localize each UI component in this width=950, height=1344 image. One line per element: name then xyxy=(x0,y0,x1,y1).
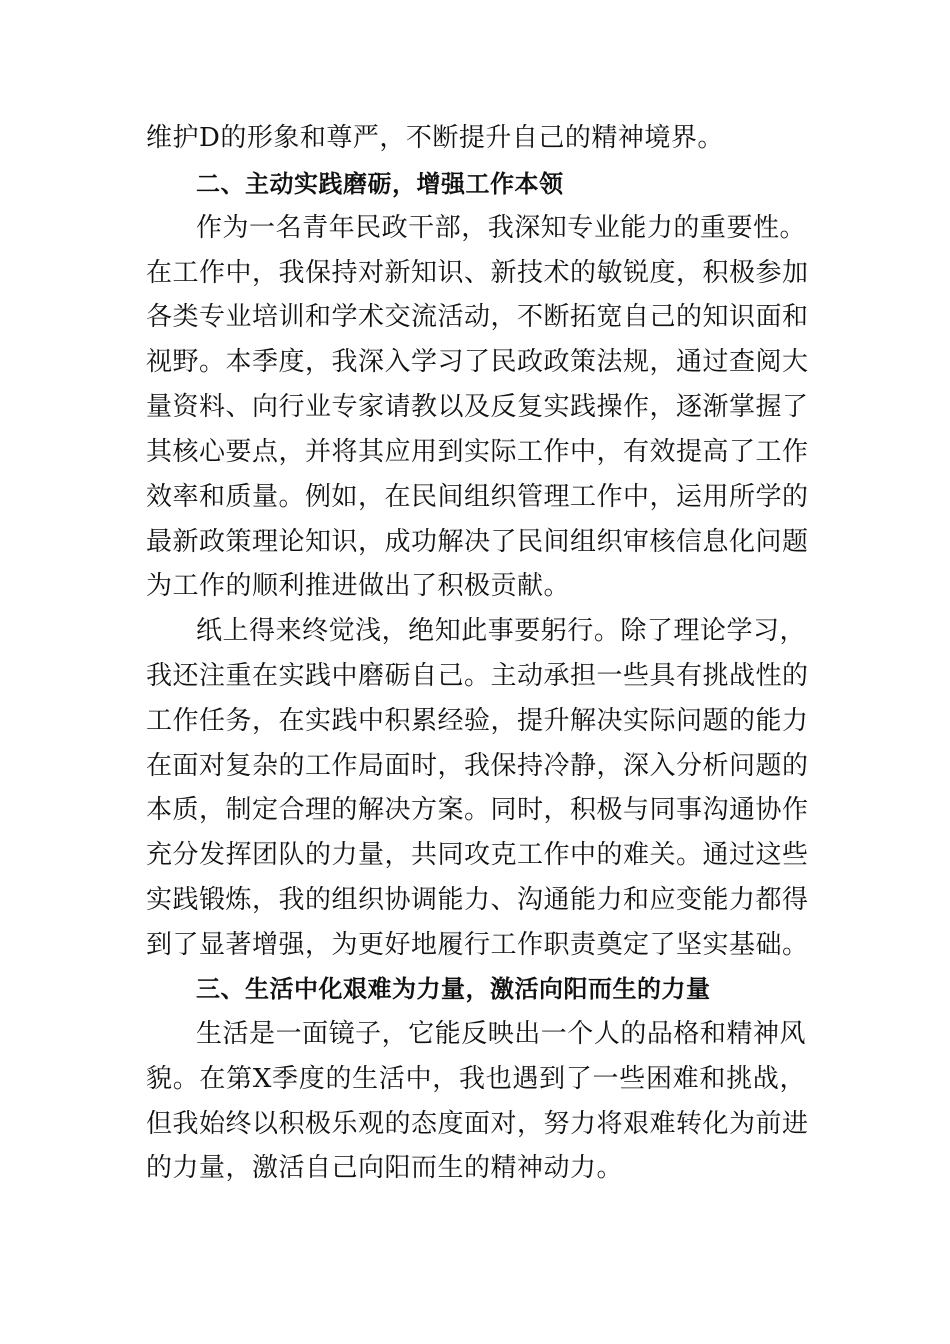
paragraph-line: 本质，制定合理的解决方案。同时，积极与同事沟通协作 xyxy=(146,795,809,825)
paragraph-line: 充分发挥团队的力量，共同攻克工作中的难关。通过这些 xyxy=(146,840,809,870)
paragraph-line: 作为一名青年民政干部，我深知专业能力的重要性。 xyxy=(196,213,806,243)
paragraph-line: 纸上得来终觉浅，绝知此事要躬行。除了理论学习， xyxy=(196,616,806,646)
paragraph-line: 量资料、向行业专家请教以及反复实践操作，逐渐掌握了 xyxy=(146,392,809,422)
paragraph-line: 在工作中，我保持对新知识、新技术的敏锐度，积极参加 xyxy=(146,258,809,288)
paragraph-line: 工作任务，在实践中积累经验，提升解决实际问题的能力 xyxy=(146,706,809,736)
paragraph-line: 维护D的形象和尊严，不断提升自己的精神境界。 xyxy=(146,123,724,153)
section-heading-3: 三、生活中化艰难为力量，激活向阳而生的力量 xyxy=(196,975,711,1003)
paragraph-line: 但我始终以积极乐观的态度面对，努力将艰难转化为前进 xyxy=(146,1109,809,1139)
paragraph-line: 各类专业培训和学术交流活动，不断拓宽自己的知识面和 xyxy=(146,302,809,332)
section-heading-2: 二、主动实践磨砺，增强工作本领 xyxy=(196,170,564,198)
paragraph-line: 最新政策理论知识，成功解决了民间组织审核信息化问题 xyxy=(146,527,809,557)
paragraph-line: 效率和质量。例如，在民间组织管理工作中，运用所学的 xyxy=(146,482,809,512)
paragraph-line: 我还注重在实践中磨砺自己。主动承担一些具有挑战性的 xyxy=(146,661,809,691)
paragraph-line: 为工作的顺利推进做出了积极贡献。 xyxy=(146,571,571,601)
paragraph-line: 视野。本季度，我深入学习了民政政策法规，通过查阅大 xyxy=(146,347,809,377)
paragraph-line: 貌。在第X季度的生活中，我也遇到了一些困难和挑战， xyxy=(146,1064,806,1094)
paragraph-line: 的力量，激活自己向阳而生的精神动力。 xyxy=(146,1153,624,1183)
paragraph-line: 生活是一面镜子，它能反映出一个人的品格和精神风 xyxy=(196,1019,806,1049)
paragraph-line: 其核心要点，并将其应用到实际工作中，有效提高了工作 xyxy=(146,437,809,467)
paragraph-line: 到了显著增强，为更好地履行工作职责奠定了坚实基础。 xyxy=(146,930,809,960)
paragraph-line: 实践锻炼，我的组织协调能力、沟通能力和应变能力都得 xyxy=(146,885,809,915)
paragraph-line: 在面对复杂的工作局面时，我保持冷静，深入分析问题的 xyxy=(146,751,809,781)
